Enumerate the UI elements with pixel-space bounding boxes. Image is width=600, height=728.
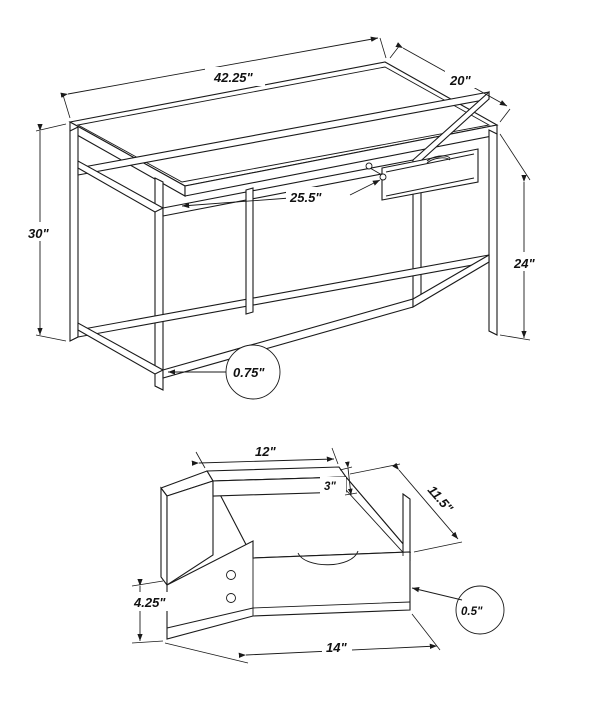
dim-label-drawer-depth: 11.5" (424, 482, 457, 516)
dim-drawer-thickness (412, 586, 504, 634)
dim-drawer-interior-width (196, 441, 338, 468)
dim-label-desk-clearance: 25.5" (290, 190, 322, 205)
dim-label-drawer-front-height: 4.25" (134, 595, 166, 610)
desk-leg-rear-right (489, 130, 497, 335)
dim-label-drawer-interior-height: 3" (324, 481, 336, 493)
dim-label-drawer-thickness: 0.5" (461, 606, 483, 618)
desk-leg-rear-left (70, 127, 78, 341)
dim-label-desk-thickness: 0.75" (233, 365, 265, 380)
dim-label-desk-width: 42.25" (214, 70, 253, 85)
dim-label-drawer-interior-width: 12" (255, 444, 276, 459)
dim-desk-height-under (500, 134, 547, 340)
dim-label-desk-height-under: 24" (514, 256, 535, 271)
dim-label-desk-depth: 20" (450, 73, 471, 88)
dim-label-desk-height: 30" (28, 226, 49, 241)
desk-center-post (246, 188, 253, 314)
desk-leg-front-right (413, 178, 421, 299)
drawer-drawing (161, 467, 410, 639)
desk-drawing (70, 62, 497, 390)
desk-drawer-front (382, 149, 478, 200)
desk-rail-left-lower (78, 323, 163, 374)
dim-label-drawer-front-width: 14" (326, 640, 347, 655)
dim-desk-height (25, 124, 66, 341)
